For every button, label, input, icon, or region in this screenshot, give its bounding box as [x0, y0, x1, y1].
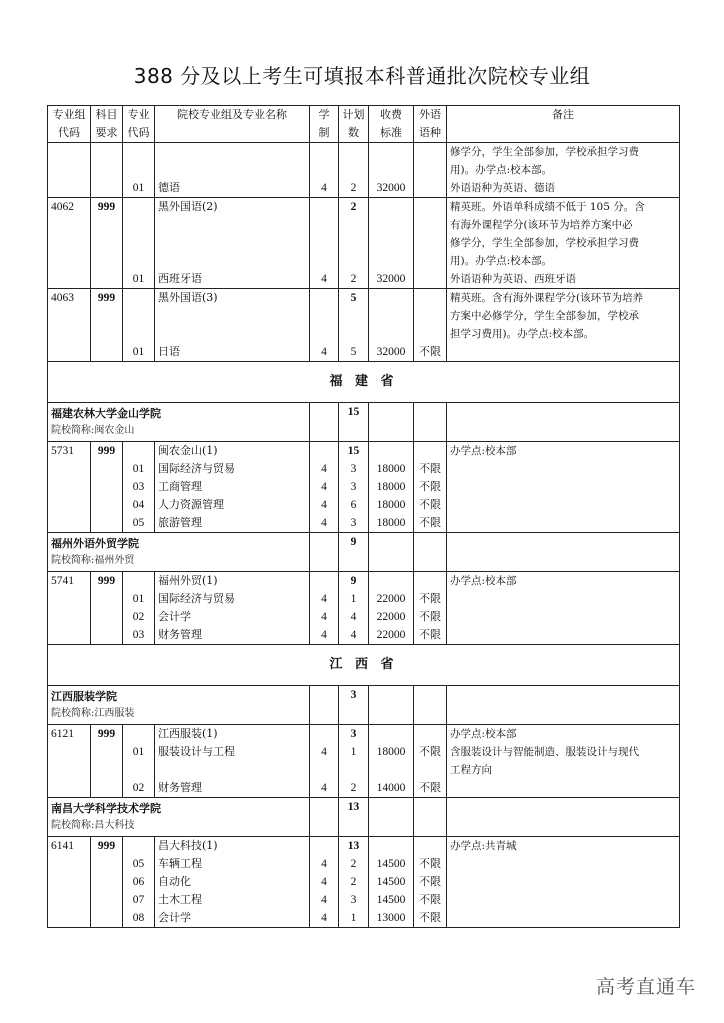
school-abbr: 院校简称:江西服装	[51, 708, 135, 719]
table-row: 06 自动化 4 2 14500 不限	[48, 873, 680, 891]
table-row: 05 车辆工程 4 2 14500 不限	[48, 855, 680, 873]
table-row: 01 国际经济与贸易 4 3 18000 不限	[48, 460, 680, 478]
table-header	[48, 106, 680, 143]
header-name: 院校专业组及专业名称	[155, 106, 310, 143]
table-row: 04 人力资源管理 4 6 18000 不限	[48, 496, 680, 514]
header-group-code: 专业组 代码	[48, 106, 91, 143]
school-abbr: 院校简称:昌大科技	[51, 820, 135, 831]
table-row: 08 会计学 4 1 13000 不限	[48, 909, 680, 928]
table-row: 01 西班牙语 4 2 32000 外语语种为英语、西班牙语	[48, 270, 680, 289]
table-row: 03 财务管理 4 4 22000 不限	[48, 626, 680, 645]
table-row: 6141 999 昌大科技(1) 13 办学点:共青城	[48, 837, 680, 856]
table-row: 5741 999 福州外贸(1) 9 办学点:校本部	[48, 572, 680, 591]
header-fee: 收费 标准	[369, 106, 414, 143]
school-row: 南昌大学科学技术学院 院校简称:昌大科技 13	[48, 798, 680, 837]
table-row: 01 国际经济与贸易 4 1 22000 不限	[48, 590, 680, 608]
table-row: 5731 999 闽农金山(1) 15 办学点:校本部	[48, 442, 680, 461]
province-heading: 福 建 省	[48, 362, 680, 403]
school-name: 福建农林大学金山学院	[51, 407, 161, 420]
note-cell: 精英班。外语单科成绩不低于 105 分。含 有海外课程学分(该环节为培养方案中必 修学分，学生全部参加，学校承担学习费 用)。办学点:校本部。	[447, 198, 680, 271]
school-row: 福建农林大学金山学院 院校简称:闽农金山 15	[48, 403, 680, 442]
school-name: 南昌大学科学技术学院	[51, 802, 161, 815]
header-subject-req: 科目 要求	[91, 106, 123, 143]
table-row: 01 德语 4 2 32000 外语语种为英语、德语	[48, 179, 680, 198]
school-abbr: 院校简称:闽农金山	[51, 425, 135, 436]
table-row	[48, 143, 680, 180]
table-row: 07 土木工程 4 3 14500 不限	[48, 891, 680, 909]
school-row: 福州外语外贸学院 院校简称:福州外贸 9	[48, 533, 680, 572]
table-row: 02 财务管理 4 2 14000 不限	[48, 779, 680, 798]
school-row: 江西服装学院 院校简称:江西服装 3	[48, 686, 680, 725]
header-years: 学 制	[310, 106, 339, 143]
school-abbr: 院校简称:福州外贸	[51, 555, 135, 566]
note-cell: 精英班。含有海外课程学分(该环节为培养 方案中必修学分，学生全部参加，学校承 担学习费用)。办学点:校本部。	[447, 289, 680, 344]
table-row: 05 旅游管理 4 3 18000 不限	[48, 514, 680, 533]
table-row: 6121 999 江西服装(1) 3 办学点:校本部	[48, 725, 680, 744]
admission-table	[47, 105, 680, 928]
page-title: 388 分及以上考生可填报本科普通批次院校专业组	[133, 64, 591, 88]
table-row: 4063 999 黑外国语(3) 5 精英班。含有海外课程学分(该环节为培养 方案中必修学分，学生全部参加，学校承 担学习费用)。办学点:校本部。	[48, 289, 680, 344]
header-note: 备注	[447, 106, 680, 143]
table-row: 4062 999 黑外国语(2) 2 精英班。外语单科成绩不低于 105 分。含 有海外课程学分(该环节为培养方案中必 修学分，学生全部参加，学校承担学习费 用)。办学点:校本部。	[48, 198, 680, 271]
table-row: 03 工商管理 4 3 18000 不限	[48, 478, 680, 496]
table-row: 02 会计学 4 4 22000 不限	[48, 608, 680, 626]
note-cell: 修学分，学生全部参加，学校承担学习费 用)。办学点:校本部。	[447, 143, 680, 180]
note-cell: 含服装设计与智能制造、服装设计与现代 工程方向	[447, 743, 680, 779]
header-plan: 计划 数	[339, 106, 369, 143]
school-name: 江西服装学院	[51, 690, 117, 703]
school-name: 福州外语外贸学院	[51, 537, 139, 550]
province-heading: 江 西 省	[48, 645, 680, 686]
table-row: 01 服装设计与工程 4 1 18000 不限 含服装设计与智能制造、服装设计与现代 工程方向	[48, 743, 680, 779]
table-row: 01 日语 4 5 32000 不限	[48, 343, 680, 362]
watermark: 高考直通车	[595, 976, 696, 998]
header-lang: 外语 语种	[414, 106, 447, 143]
header-major-code: 专业 代码	[123, 106, 155, 143]
